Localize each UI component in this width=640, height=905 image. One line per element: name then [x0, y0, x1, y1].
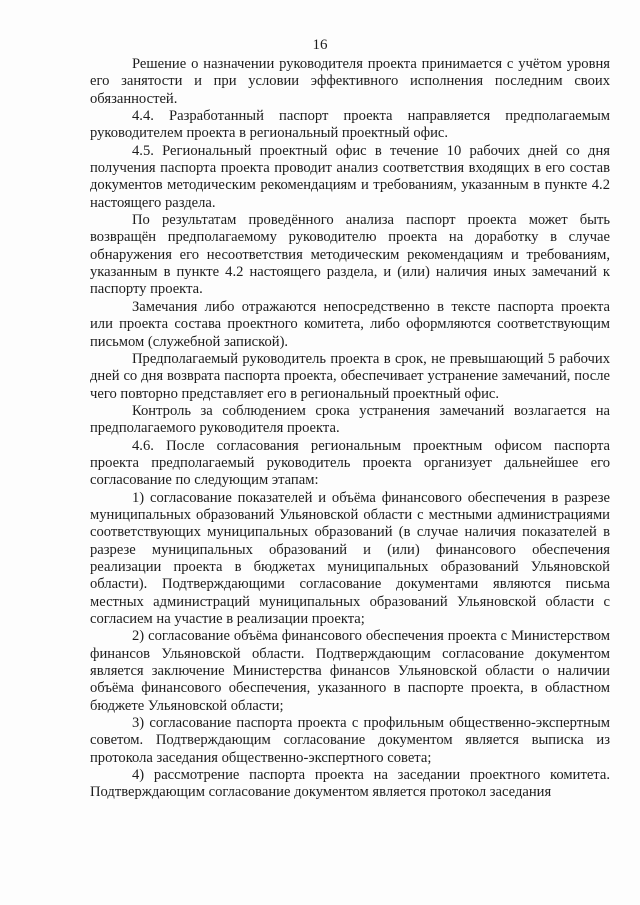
paragraph-remarks-deadline: Предполагаемый руководитель проекта в срок, не превышающий 5 рабочих дней со дня возврата паспорта проекта, обеспечивает устранение замечаний, после чего повторно представляет его в региональный проектный офис. [90, 350, 610, 402]
paragraph-remarks: Замечания либо отражаются непосредственно в тексте паспорта проекта или проекта состава проектного комитета, либо оформляются соответствующим письмом (служебной запиской). [90, 298, 610, 350]
paragraph-analysis-results: По результатам проведённого анализа паспорт проекта может быть возвращён предполагаемому руководителю проекта на доработку в случае обнаружения его несоответствия методическим рекомендациям и требованиям, указанным в пункте 4.2 настоящего раздела, и (или) наличия иных замечаний к паспорту проекта. [90, 212, 610, 298]
page-number: 16 [312, 37, 328, 53]
body-text [90, 56, 610, 802]
paragraph-4-4: 4.4. Разработанный паспорт проекта направляется предполагаемым руководителем проекта в региональный проектный офис. [90, 108, 610, 142]
paragraph-stage-2: 2) согласование объёма финансового обеспечения проекта с Министерством финансов Ульяновской области. Подтверждающим согласование документом является заключение Министерства финансов Ульяновской области о наличии объёма финансового обеспечения, указанного в паспорте проекта, в областном бюджете Ульяновской области; [90, 628, 610, 714]
paragraph-4-5: 4.5. Региональный проектный офис в течение 10 рабочих дней со дня получения паспорта проекта проводит анализ соответствия входящих в его состав документов методическим рекомендациям и требованиям, указанным в пункте 4.2 настоящего раздела. [90, 142, 610, 211]
paragraph-deadline-control: Контроль за соблюдением срока устранения замечаний возлагается на предполагаемого руководителя проекта. [90, 402, 610, 437]
paragraph-stage-1: 1) согласование показателей и объёма финансового обеспечения в разрезе муниципальных образований Ульяновской области с местными администрациями соответствующих муниципальных образований (в случае наличия показателей в разрезе муниципальных образований и (или) финансового обеспечения реализации проекта в бюджетах муниципальных образований Ульяновской области). Подтверждающими согласование документами являются письма местных администраций муниципальных образований Ульяновской области с согласием на участие в реализации проекта; [90, 489, 610, 627]
paragraph-stage-3: 3) согласование паспорта проекта с профильным общественно-экспертным советом. Подтверждающим согласование документом является выписка из протокола заседания общественно-экспертного совета; [90, 715, 610, 766]
paragraph-stage-4: 4) рассмотрение паспорта проекта на заседании проектного комитета. Подтверждающим согласование документом является протокол заседания [90, 767, 610, 801]
paragraph-manager-appointment: Решение о назначении руководителя проекта принимается с учётом уровня его занятости и при условии эффективного исполнения последним своих обязанностей. [90, 56, 610, 107]
paragraph-4-6: 4.6. После согласования региональным проектным офисом паспорта проекта предполагаемый руководитель проекта организует дальнейшее его согласование по следующим этапам: [90, 437, 610, 489]
